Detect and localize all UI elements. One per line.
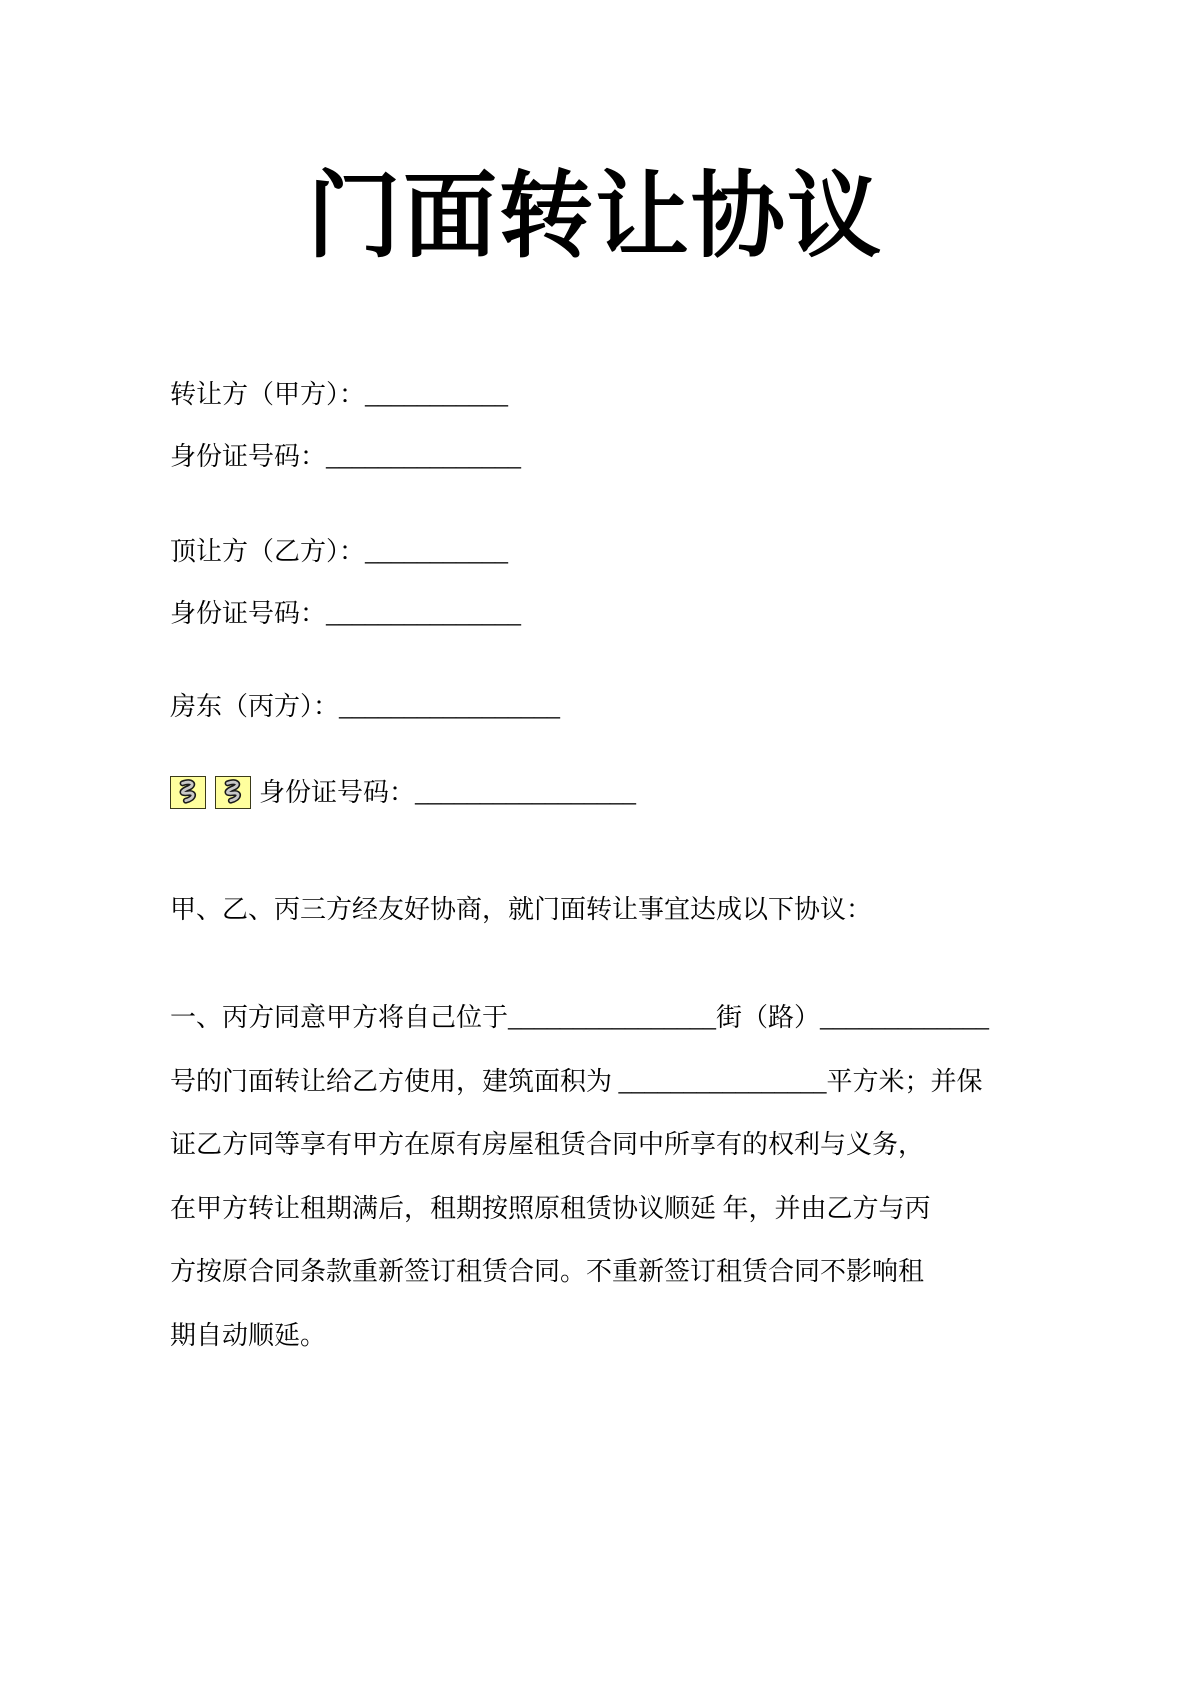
transferee-id-label: 身份证号码：_______________: [170, 599, 522, 628]
landlord-row: [170, 690, 560, 724]
transferor-id-row: [170, 440, 521, 474]
clause-line: 号的门面转让给乙方使用，建筑面积为 ________________平方米；并保: [170, 1066, 983, 1096]
scroll-placeholder-icon: [170, 776, 206, 809]
transferor-label: 转让方（甲方）：___________: [170, 380, 509, 409]
clause-line: 期自动顺延。: [170, 1320, 327, 1350]
transferee-id-row: [170, 597, 521, 631]
transferor-row: [170, 378, 508, 412]
transferee-row: [170, 535, 508, 569]
clause-line: 证乙方同等享有甲方在原有房屋租赁合同中所享有的权利与义务，: [170, 1130, 925, 1159]
landlord-id-row: [170, 776, 636, 810]
document-title: 门面转让协议: [306, 165, 883, 269]
clause-line: 方按原合同条款重新签订租赁合同。不重新签订租赁合同不影响租: [170, 1257, 925, 1286]
clause-line: 一、丙方同意甲方将自己位于________________街（路）_____________: [170, 1003, 990, 1032]
transferor-id-label: 身份证号码：_______________: [170, 442, 522, 471]
landlord-id-label: 身份证号码：_________________: [259, 778, 637, 807]
intro-line: [170, 893, 872, 927]
intro-text: 甲、乙、丙三方经友好协商，就门面转让事宜达成以下协议：: [170, 895, 873, 924]
landlord-label: 房东（丙方）：_________________: [170, 692, 561, 721]
transferee-label: 顶让方（乙方）：___________: [170, 537, 509, 566]
clause-line: 在甲方转让租期满后，租期按照原租赁协议顺延 年，并由乙方与丙: [170, 1193, 931, 1223]
scroll-placeholder-icon: [215, 776, 251, 809]
clause-one-paragraph: [170, 986, 1030, 1367]
